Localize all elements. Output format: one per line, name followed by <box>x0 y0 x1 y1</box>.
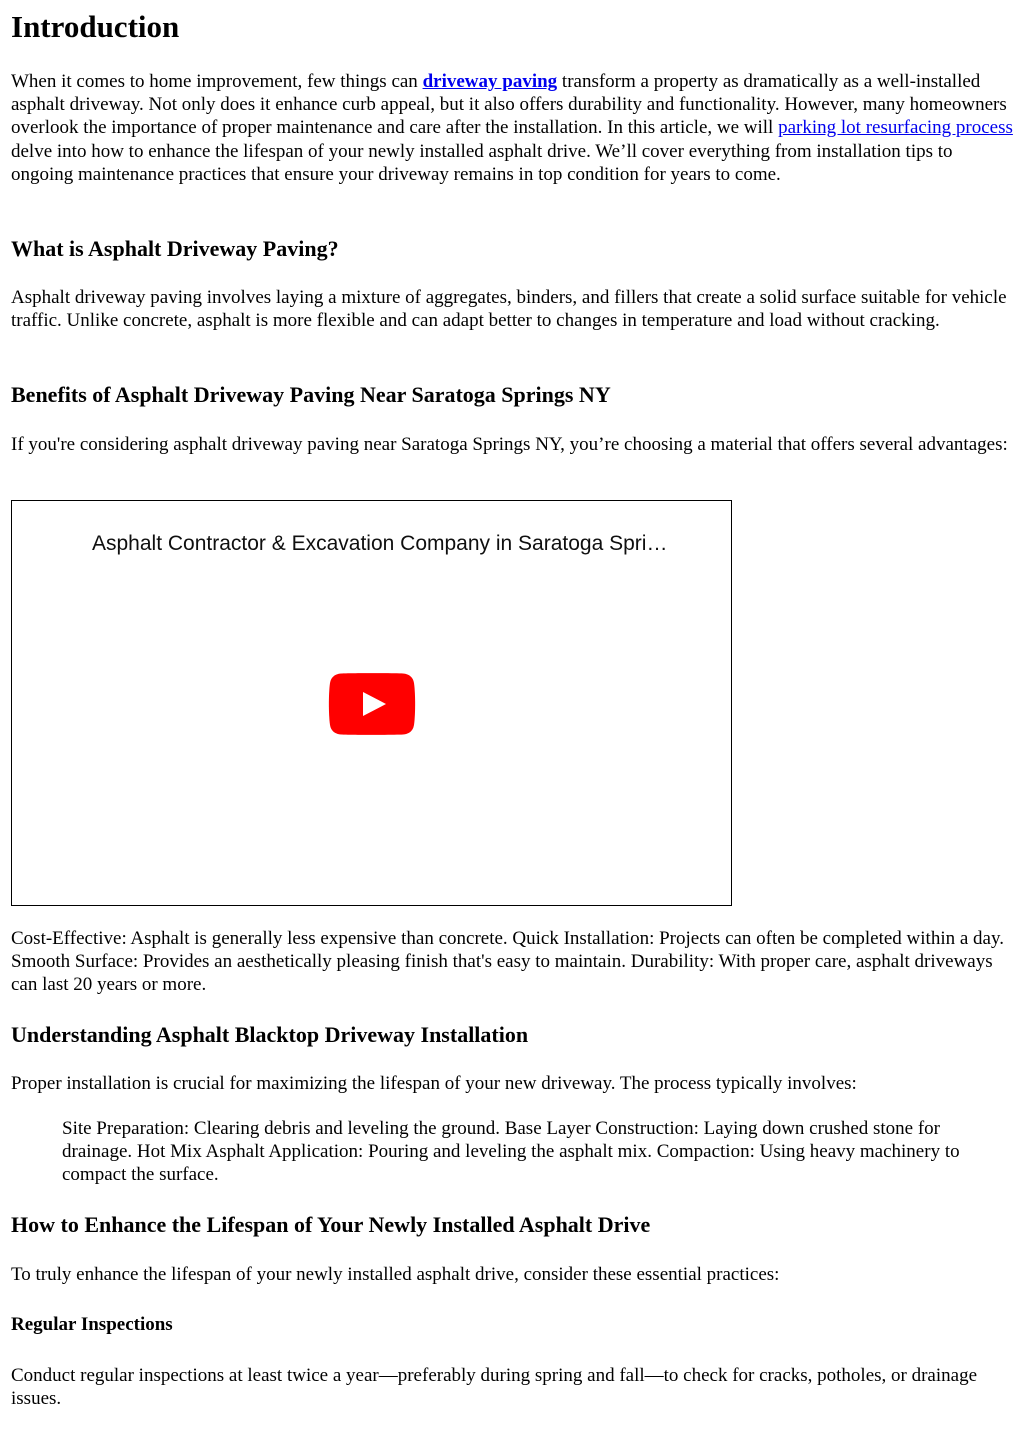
installation-paragraph: Proper installation is crucial for maximizing the lifespan of your new driveway. The process typically involves: <box>11 1073 857 1094</box>
intro-text-3: delve into how to enhance the lifespan of your newly installed asphalt drive. We’ll cover everything from installation tips to ongoing maintenance practices that ensure your driveway remains in top condition for years to come. <box>11 140 953 185</box>
benefits-heading: Benefits of Asphalt Driveway Paving Near Saratoga Springs NY <box>11 382 611 407</box>
regular-inspections-heading: Regular Inspections <box>11 1314 173 1335</box>
driveway-paving-link[interactable]: driveway paving <box>422 71 558 92</box>
benefits-paragraph: If you're considering asphalt driveway paving near Saratoga Springs NY, you’re choosing a material that offers several advantages: <box>11 434 1008 455</box>
video-embed[interactable] <box>11 500 732 906</box>
inspections-paragraph: Conduct regular inspections at least twice a year—preferably during spring and fall—to check for cracks, potholes, or drainage issues. <box>11 1365 978 1410</box>
installation-heading: Understanding Asphalt Blacktop Driveway Installation <box>11 1022 529 1047</box>
parking-lot-resurfacing-link[interactable]: parking lot resurfacing process <box>778 117 1013 139</box>
lifespan-heading: How to Enhance the Lifespan of Your Newly Installed Asphalt Drive <box>11 1212 651 1237</box>
youtube-play-icon[interactable] <box>328 673 416 735</box>
intro-paragraph <box>11 70 1017 186</box>
installation-steps: Site Preparation: Clearing debris and leveling the ground. Base Layer Construction: Laying down crushed stone for drainage. Hot Mix Asphalt Application: Pouring and leveling the asphalt mix. Compaction: Using heavy machinery to compact the surface. <box>62 1118 960 1186</box>
lifespan-paragraph: To truly enhance the lifespan of your newly installed asphalt drive, consider these essential practices: <box>11 1264 780 1285</box>
intro-text-2: transform a property as dramatically as a well-installed asphalt driveway. Not only does it enhance curb appeal, but it also offers durability and functionality. However, many homeowners overlook the importance of proper maintenance and care after the installation. In this article, we will <box>11 71 1007 139</box>
what-is-heading: What is Asphalt Driveway Paving? <box>11 236 339 261</box>
benefits-list-paragraph: Cost-Effective: Asphalt is generally less expensive than concrete. Quick Installation: Projects can often be completed within a day. Smooth Surface: Provides an aesthetically pleasing finish that's easy to maintain. Durability: With proper care, asphalt driveways can last 20 years or more. <box>11 928 1004 996</box>
video-title[interactable]: Asphalt Contractor & Excavation Company in Saratoga Spri… <box>92 532 668 555</box>
what-is-paragraph: Asphalt driveway paving involves laying a mixture of aggregates, binders, and fillers that create a solid surface suitable for vehicle traffic. Unlike concrete, asphalt is more flexible and can adapt better to changes in temperature and load without cracking. <box>11 287 1007 332</box>
intro-text-1: When it comes to home improvement, few things can <box>11 71 423 92</box>
page-title: Introduction <box>11 9 180 44</box>
